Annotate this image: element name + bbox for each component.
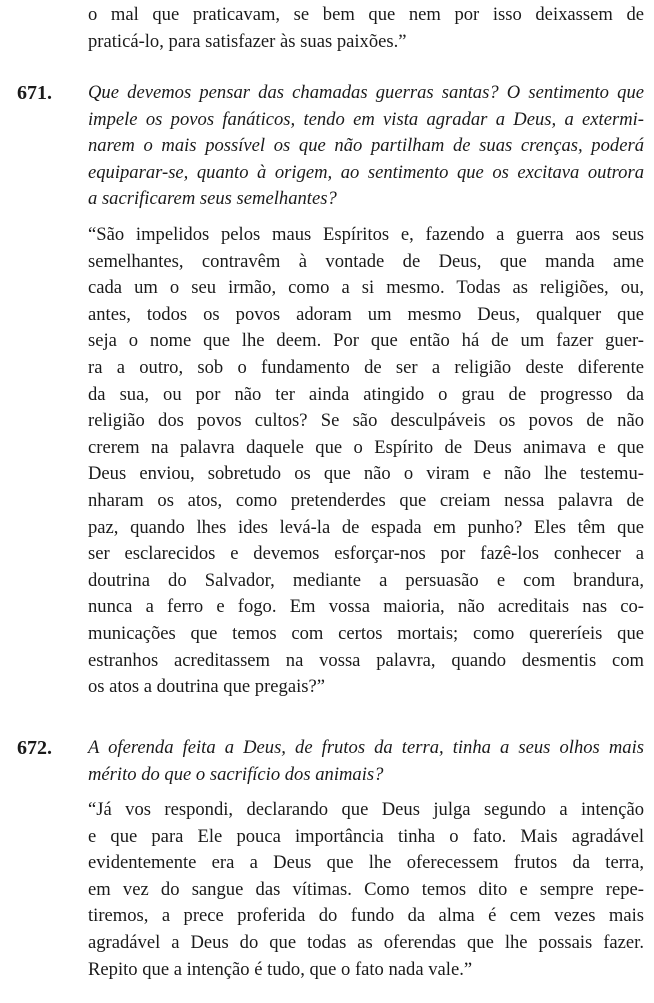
text-line: doutrina do Salvador, mediante a persuasão e com brandura,	[88, 569, 644, 591]
question-672-text	[88, 735, 644, 788]
text-line: estranhos acreditassem na vossa palavra, quando desmentis com	[88, 649, 644, 671]
question-number-672: 672.	[17, 737, 52, 759]
answer-671-text	[88, 222, 644, 701]
text-line: semelhantes, contravêm à vontade de Deus, que manda ame	[88, 250, 644, 272]
text-line: Que devemos pensar das chamadas guerras santas? O sentimento que	[88, 82, 644, 103]
text-line: evidentemente era a Deus que lhe oferecessem frutos da terra,	[88, 852, 644, 874]
text-line: a sacrificarem seus semelhantes?	[88, 188, 337, 210]
question-number-671: 671.	[17, 82, 52, 104]
text-line: cada um o seu irmão, como a si mesmo. Todas as religiões, ou,	[88, 277, 644, 299]
text-line: e que para Ele pouca importância tinha o fato. Mais agradável	[88, 825, 644, 847]
text-line: os atos a doutrina que pregais?”	[88, 676, 325, 698]
previous-answer-continuation	[88, 2, 644, 55]
text-line: seja o nome que lhe deem. Por que então há de um fazer guer-	[88, 330, 644, 352]
text-line: “São impelidos pelos maus Espíritos e, fazendo a guerra aos seus	[88, 224, 644, 245]
text-line: narem o mais possível os que não partilham de suas crenças, poderá	[88, 135, 644, 157]
text-line: ser esclarecidos e devemos esforçar-nos por fazê-los conhecer a	[88, 543, 644, 565]
text-line: crerem na palavra daquele que o Espírito de Deus animava e que	[88, 436, 644, 458]
text-line: mérito do que o sacrifício dos animais?	[88, 763, 384, 785]
text-line: impele os povos fanáticos, tendo em vista agradar a Deus, a extermi-	[88, 108, 644, 130]
text-line: antes, todos os povos adoram um mesmo Deus, qualquer que	[88, 303, 644, 325]
text-line: “Já vos respondi, declarando que Deus julga segundo a intenção	[88, 799, 644, 820]
text-line: agradável a Deus do que todas as oferendas que lhe possais fazer.	[88, 931, 644, 953]
text-line: da sua, ou por não ter ainda atingido o grau de progresso da	[88, 383, 644, 405]
text-line: Repito que a intenção é tudo, que o fato nada vale.”	[88, 958, 473, 980]
text-line: o mal que praticavam, se bem que nem por isso deixassem de	[88, 4, 644, 25]
text-line: religião dos povos cultos? Se são desculpáveis os povos de não	[88, 410, 644, 432]
text-line: nunca a ferro e fogo. Em vossa maioria, não acreditais nas co-	[88, 596, 644, 618]
text-line: praticá-lo, para satisfazer às suas paixões.”	[88, 30, 407, 52]
text-line: municações que temos com certos mortais; como quereríeis que	[88, 622, 644, 644]
text-line: paz, quando lhes ides levá-la de espada em punho? Eles têm que	[88, 516, 644, 538]
text-line: A oferenda feita a Deus, de frutos da terra, tinha a seus olhos mais	[88, 737, 644, 758]
text-line: Deus enviou, sobretudo os que não o viram e não lhe testemu-	[88, 463, 644, 485]
text-line: nharam os atos, como pretenderdes que creiam nessa palavra de	[88, 489, 644, 511]
text-line: equiparar-se, quanto à origem, ao sentimento que os excitava outrora	[88, 161, 644, 183]
text-line: tiremos, a prece proferida do fundo da alma é cem vezes mais	[88, 905, 644, 927]
question-671-text	[88, 80, 644, 213]
text-line: em vez do sangue das vítimas. Como temos dito e sempre repe-	[88, 878, 644, 900]
text-line: ra a outro, sob o fundamento de ser a religião deste diferente	[88, 356, 644, 378]
answer-672-text	[88, 797, 644, 983]
